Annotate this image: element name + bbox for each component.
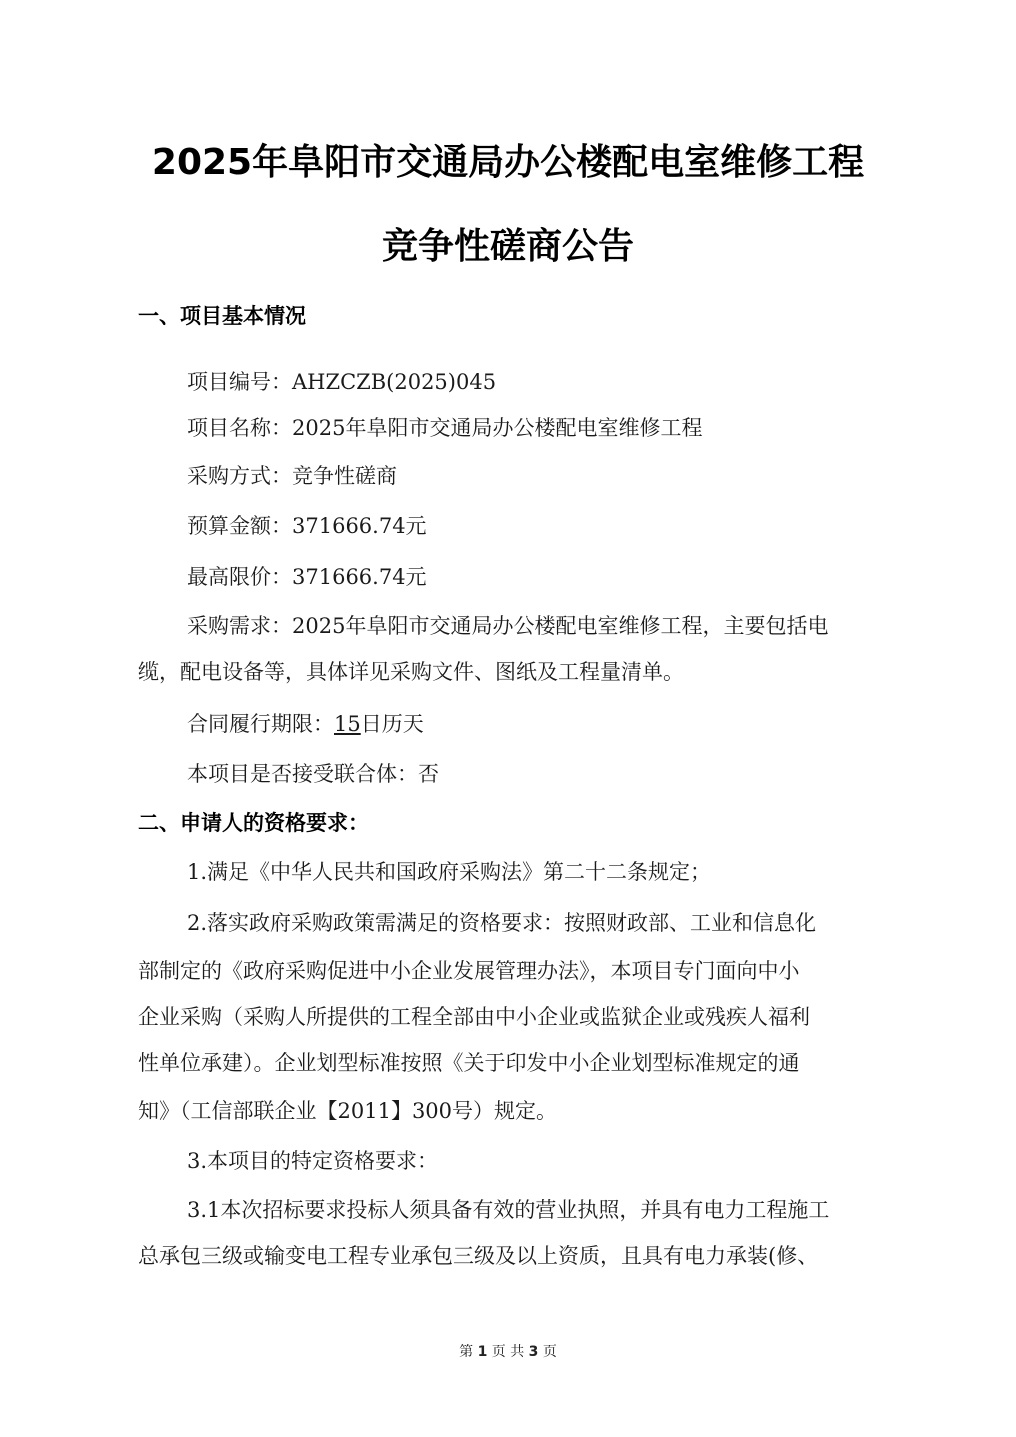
qualification-item-1: 1.满足《中华人民共和国政府采购法》第二十二条规定； — [187, 860, 712, 884]
footer-page-number: 1 — [477, 1344, 488, 1360]
procurement-demand-line-2: 缆，配电设备等，具体详见采购文件、图纸及工程量清单。 — [138, 660, 684, 684]
qualification-item-3-1-line-2: 总承包三级或输变电工程专业承包三级及以上资质，且具有电力承装(修、 — [138, 1244, 819, 1268]
contract-period-label: 合同履行期限： — [187, 712, 334, 736]
footer-prefix: 第 — [459, 1344, 474, 1360]
project-name: 项目名称：2025年阜阳市交通局办公楼配电室维修工程 — [187, 416, 703, 440]
footer-suffix: 页 — [542, 1344, 557, 1360]
contract-period — [187, 708, 424, 738]
qualification-item-2-line-4: 性单位承建）。企业划型标准按照《关于印发中小企业划型标准规定的通 — [138, 1051, 800, 1075]
qualification-item-2-line-1: 2.落实政府采购政策需满足的资格要求：按照财政部、工业和信息化 — [187, 911, 817, 935]
qualification-item-2-line-3: 企业采购（采购人所提供的工程全部由中小企业或监狱企业或残疾人福利 — [138, 1005, 810, 1029]
document-title-line-1: 2025年阜阳市交通局办公楼配电室维修工程 — [151, 142, 865, 183]
section-2-heading: 二、申请人的资格要求： — [138, 811, 369, 835]
project-number: 项目编号：AHZCZB(2025)045 — [187, 370, 497, 394]
qualification-item-3-1-line-1: 3.1本次招标要求投标人须具备有效的营业执照，并具有电力工程施工 — [187, 1198, 830, 1222]
footer-total-pages: 3 — [528, 1344, 539, 1360]
consortium-accepted: 本项目是否接受联合体：否 — [187, 762, 439, 786]
contract-period-days: 15 — [334, 712, 361, 736]
document-title-line-2: 竞争性磋商公告 — [381, 226, 634, 267]
qualification-item-3: 3.本项目的特定资格要求： — [187, 1149, 439, 1173]
qualification-item-2-line-2: 部制定的《政府采购促进中小企业发展管理办法》，本项目专门面向中小 — [138, 959, 800, 983]
procurement-method: 采购方式：竞争性磋商 — [187, 464, 397, 488]
max-price: 最高限价：371666.74元 — [187, 565, 427, 589]
budget-amount: 预算金额：371666.74元 — [187, 514, 427, 538]
contract-period-unit: 日历天 — [360, 712, 424, 736]
qualification-item-2-line-5: 知》（工信部联企业【2011】300号）规定。 — [138, 1099, 558, 1123]
section-1-heading: 一、项目基本情况 — [138, 304, 306, 328]
page-footer — [0, 1341, 1016, 1361]
procurement-demand-line-1: 采购需求：2025年阜阳市交通局办公楼配电室维修工程，主要包括电 — [187, 614, 829, 638]
footer-middle: 页 共 — [491, 1344, 525, 1360]
